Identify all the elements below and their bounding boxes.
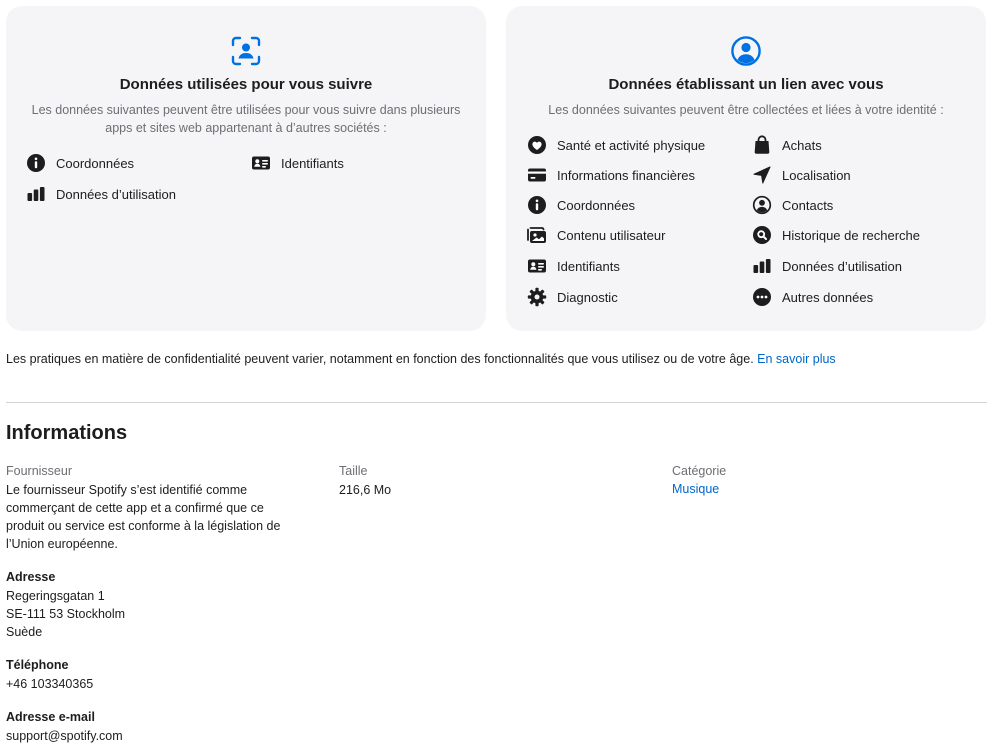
linked-item-localisation bbox=[752, 165, 851, 185]
item-label: Informations financières bbox=[557, 167, 696, 183]
item-label: Historique de recherche bbox=[782, 227, 921, 243]
address-line: Suède bbox=[6, 625, 43, 639]
linked-item-contacts bbox=[752, 195, 833, 215]
linked-item-contenu bbox=[527, 225, 665, 245]
linked-item-achats bbox=[752, 135, 822, 155]
phone-value: +46 103340365 bbox=[6, 677, 94, 691]
tracking-item-coordonnees bbox=[26, 153, 134, 173]
item-label: Santé et activité physique bbox=[557, 137, 706, 153]
size-value: 216,6 Mo bbox=[339, 483, 392, 497]
section-divider bbox=[6, 402, 987, 403]
category-link[interactable]: Musique bbox=[672, 482, 720, 496]
address-value bbox=[6, 587, 125, 641]
item-label: Contenu utilisateur bbox=[557, 227, 666, 243]
linked-item-recherche bbox=[752, 225, 920, 245]
bar-chart-icon bbox=[26, 184, 46, 204]
linked-description: Les données suivantes peuvent être collectées et liées à votre identité : bbox=[548, 103, 944, 117]
item-label: Identifiants bbox=[557, 258, 620, 274]
item-label: Coordonnées bbox=[56, 155, 135, 171]
credit-card-icon bbox=[527, 165, 547, 185]
item-label: Coordonnées bbox=[557, 197, 636, 213]
item-label: Identifiants bbox=[281, 155, 344, 171]
info-circle-icon bbox=[26, 153, 46, 173]
info-circle-icon bbox=[527, 195, 547, 215]
address-label: Adresse bbox=[6, 570, 56, 584]
linked-item-sante bbox=[527, 135, 705, 155]
email-label: Adresse e-mail bbox=[6, 710, 95, 724]
email-value: support@spotify.com bbox=[6, 729, 123, 743]
linked-item-diagnostic bbox=[527, 287, 618, 307]
bar-chart-icon bbox=[752, 256, 772, 276]
provider-line: Le fournisseur Spotify s’est identifié comme bbox=[6, 483, 248, 497]
learn-more-link[interactable]: En savoir plus bbox=[757, 352, 836, 366]
id-card-icon bbox=[527, 256, 547, 276]
tracking-item-identifiants bbox=[251, 153, 344, 173]
person-circle-icon bbox=[752, 195, 772, 215]
photos-icon bbox=[527, 225, 547, 245]
heart-icon bbox=[527, 135, 547, 155]
tracking-description: Les données suivantes peuvent être utilisées pour vous suivre dans plusieurs apps et sites web appartenant à d’autres sociétés : bbox=[31, 103, 461, 135]
provider-label: Fournisseur bbox=[6, 464, 72, 478]
privacy-note-text: Les pratiques en matière de confidentialité peuvent varier, notamment en fonction des fonctionnalités que vous utilisez ou de votre âge. bbox=[6, 352, 754, 366]
size-label: Taille bbox=[339, 464, 368, 478]
person-circle-icon bbox=[730, 35, 762, 67]
item-label: Données d’utilisation bbox=[782, 258, 902, 274]
search-icon bbox=[752, 225, 772, 245]
tracking-data-card bbox=[6, 6, 486, 331]
item-label: Localisation bbox=[782, 167, 851, 183]
shopping-bag-icon bbox=[752, 135, 772, 155]
privacy-note bbox=[6, 352, 836, 366]
provider-line: commerçant de cette app et a confirmé que ce bbox=[6, 501, 264, 515]
linked-item-identifiants bbox=[527, 256, 620, 276]
provider-line: produit ou service est conforme à la législation de bbox=[6, 519, 281, 533]
tracking-title: Données utilisées pour vous suivre bbox=[119, 76, 373, 93]
category-label: Catégorie bbox=[672, 464, 727, 478]
address-line: SE-111 53 Stockholm bbox=[6, 607, 126, 621]
item-label: Données d’utilisation bbox=[56, 186, 176, 202]
tracking-item-donnees-utilisation bbox=[26, 184, 176, 204]
person-viewfinder-icon bbox=[230, 35, 262, 67]
location-arrow-icon bbox=[752, 165, 772, 185]
item-label: Diagnostic bbox=[557, 289, 618, 305]
phone-label: Téléphone bbox=[6, 658, 69, 672]
linked-data-card bbox=[506, 6, 986, 331]
provider-line: l’Union européenne. bbox=[6, 537, 118, 551]
linked-item-autres bbox=[752, 287, 873, 307]
linked-title: Données établissant un lien avec vous bbox=[608, 76, 884, 93]
linked-item-finances bbox=[527, 165, 695, 185]
gear-icon bbox=[527, 287, 547, 307]
ellipsis-circle-icon bbox=[752, 287, 772, 307]
id-card-icon bbox=[251, 153, 271, 173]
item-label: Autres données bbox=[782, 289, 874, 305]
item-label: Contacts bbox=[782, 197, 834, 213]
address-line: Regeringsgatan 1 bbox=[6, 589, 105, 603]
provider-value bbox=[6, 481, 326, 553]
linked-item-coordonnees bbox=[527, 195, 635, 215]
linked-item-donnees-utilisation bbox=[752, 256, 902, 276]
item-label: Achats bbox=[782, 137, 822, 153]
informations-title: Informations bbox=[6, 422, 128, 444]
